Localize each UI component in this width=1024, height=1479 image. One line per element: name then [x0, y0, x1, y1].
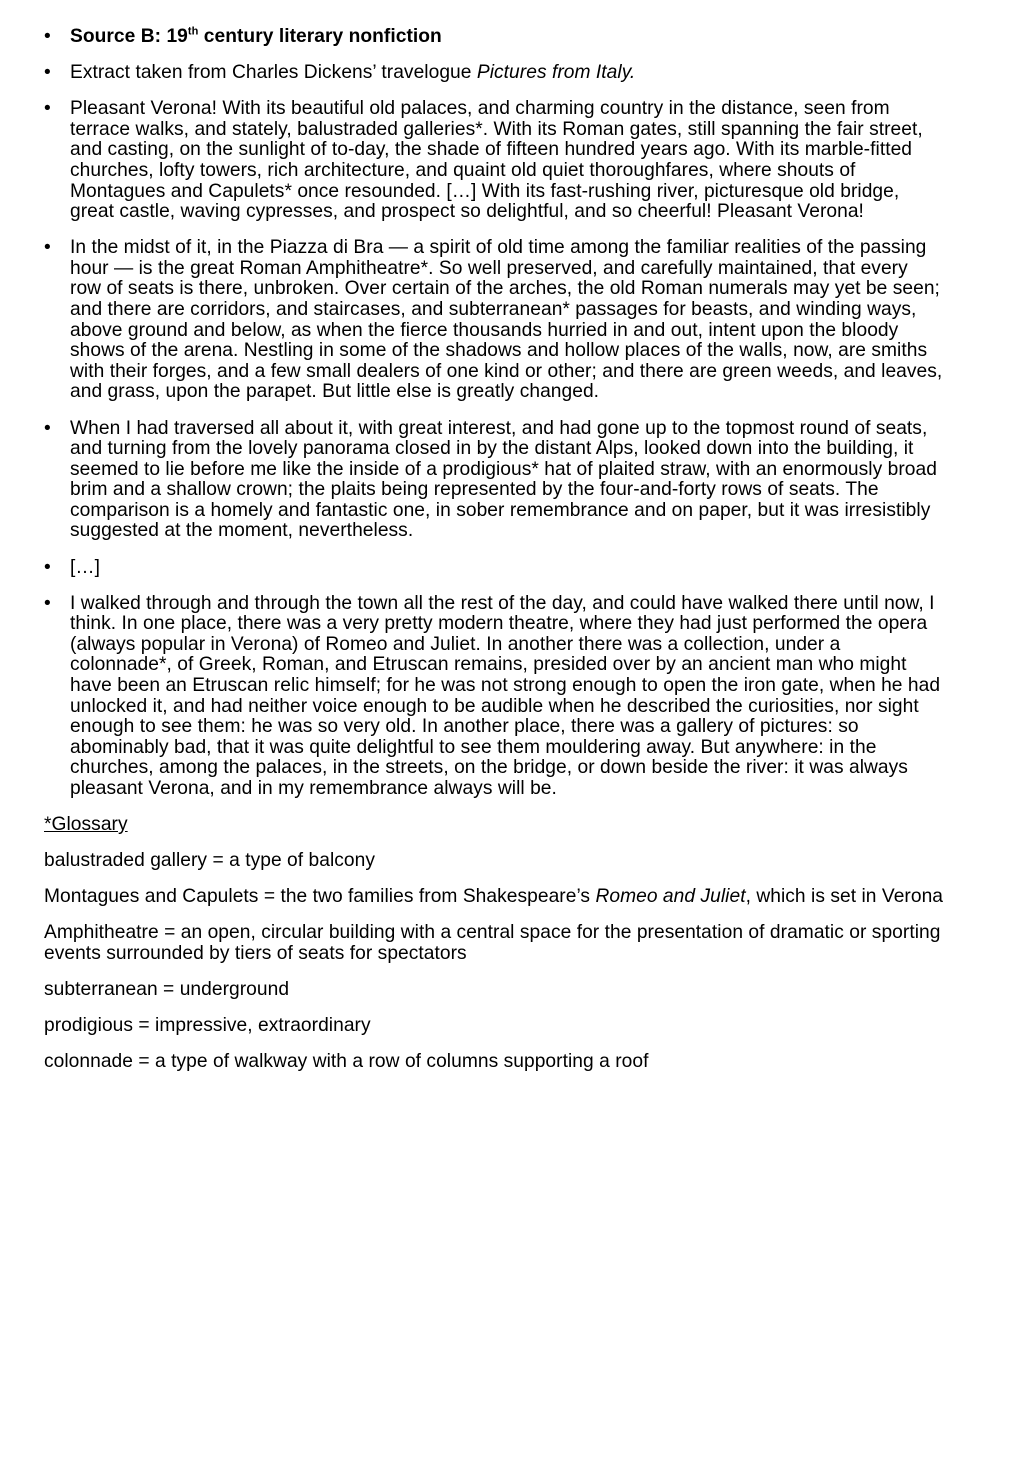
source-title: [44, 27, 944, 48]
source-title-start: Source B: 19: [70, 26, 188, 47]
paragraph-4: • I walked through and through the town all the rest of the day, and could have walked there until now, I think. In one place, there was a very pretty modern theatre, where they had just performed the opera (always popular in Verona) of Romeo and Juliet. In another there was a collection, under a colonnade*, of Greek, Roman, and Etruscan remains, presided over by an ancient man who might have been an Etruscan relic himself; for he was not strong enough to open the iron gate, when he had unlocked it, and had neither voice enough to be audible when he described the curiosities, nor sight enough to see them: he was so very old. In another place, there was a gallery of pictures: so abominably bad, that it was quite delightful to see them mouldering away. But anywhere: in the churches, among the palaces, in the streets, on the bridge, or down beside the river: it was always pleasant Verona, and in my remembrance always will be.: [44, 594, 944, 800]
glossary-item-subterranean: subterranean = underground: [44, 979, 290, 1001]
paragraph-3: • When I had traversed all about it, with great interest, and had gone up to the topmost round of seats, and turning from the lovely panorama closed in by the distant Alps, looked down into the building, it seemed to lie before me like the inside of a prodigious* hat of plaited straw, with an enormously broad brim and a shallow crown; the plaits being represented by the four-and-forty rows of seats. The comparison is a homely and fantastic one, in sober remembrance and on paper, but it was irresistibly suggested at the moment, nevertheless.: [44, 419, 944, 543]
extract-text: Extract taken from Charles Dickens’ travelogue: [70, 62, 477, 84]
bullet-list: [44, 27, 944, 800]
glossary-item-amphitheatre: Amphitheatre = an open, circular building with a central space for the presentation of dramatic or sporting events surrounded by tiers of seats for spectators: [44, 922, 941, 964]
glossary-montagues-play: Romeo and Juliet: [595, 886, 746, 908]
glossary-item-colonnade: colonnade = a type of walkway with a row of columns supporting a roof: [44, 1051, 649, 1073]
glossary-item-montagues: [44, 887, 944, 908]
paragraph-ellipsis: • […]: [44, 558, 944, 579]
glossary-item-balustraded: balustraded gallery = a type of balcony: [44, 850, 376, 872]
extract-info: [44, 63, 944, 84]
paragraph-2: • In the midst of it, in the Piazza di Bra — a spirit of old time among the familiar realities of the passing hour — is the great Roman Amphitheatre*. So well preserved, and carefully maintained, that every row of seats is there, unbroken. Over certain of the arches, the old Roman numerals may yet be seen; and there are corridors, and staircases, and subterranean* passages for beasts, and winding ways, above ground and below, as when the fierce thousands hurried in and out, intent upon the bloody shows of the arena. Nestling in some of the shadows and hollow places of the walls, now, are smiths with their forges, and a few small dealers of one kind or other; and there are green weeds, and leaves, and grass, upon the parapet. But little else is greatly changed.: [44, 238, 944, 403]
source-title-text: [70, 26, 442, 47]
glossary-montagues-start: Montagues and Capulets = the two families from Shakespeare’s: [44, 886, 596, 908]
source-title-end: century literary nonfiction: [198, 26, 442, 47]
glossary-item-prodigious: prodigious = impressive, extraordinary: [44, 1015, 371, 1037]
source-title-superscript: th: [187, 25, 199, 38]
extract-book-title: Pictures from Italy.: [476, 62, 636, 84]
glossary-montagues-end: , which is set in Verona: [745, 886, 944, 908]
document-page: [44, 27, 944, 1088]
paragraph-1: • Pleasant Verona! With its beautiful old palaces, and charming country in the distance, seen from terrace walks, and stately, balustraded galleries*. With its Roman gates, still spanning the fair street, and casting, on the sunlight of to-day, the shade of fifteen hundred years ago. With its marble-fitted churches, lofty towers, rich architecture, and quaint old quiet thoroughfares, where shouts of Montagues and Capulets* once resounded. […] With its fast-rushing river, picturesque old bridge, great castle, waving cypresses, and prospect so delightful, and so cheerful! Pleasant Verona!: [44, 99, 944, 223]
glossary-heading: *Glossary: [44, 814, 128, 836]
